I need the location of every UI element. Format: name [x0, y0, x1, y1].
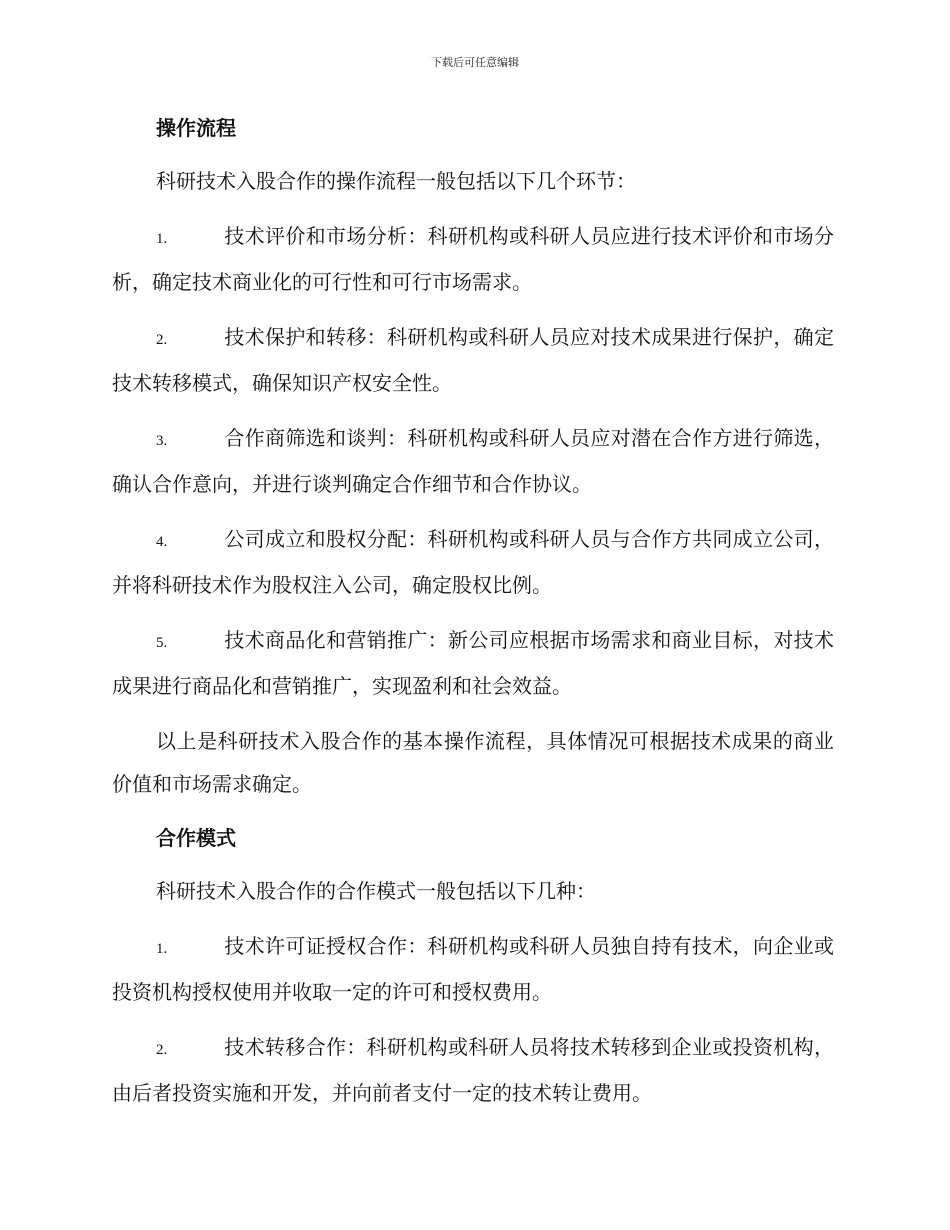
list-number: 4. — [156, 534, 168, 550]
page-header: 下载后可任意编辑 — [431, 56, 519, 69]
list-text: 公司成立和股权分配：科研机构或科研人员与合作方共同成立公司，并将科研技术作为股权注入公司，确定股权比例。 — [112, 527, 834, 597]
list-item — [112, 619, 834, 708]
list-number: 3. — [156, 433, 168, 449]
document-body — [112, 108, 834, 1127]
list-item — [112, 215, 834, 304]
list-item — [112, 316, 834, 405]
list-item — [112, 1026, 834, 1115]
list-number: 1. — [156, 231, 168, 247]
section-heading-modes: 合作模式 — [156, 826, 236, 850]
section-conclusion-process: 以上是科研技术入股合作的基本操作流程，具体情况可根据技术成果的商业价值和市场需求确定。 — [112, 729, 834, 796]
list-text: 技术评价和市场分析：科研机构或科研人员应进行技术评价和市场分析，确定技术商业化的可行性和可行市场需求。 — [112, 224, 834, 294]
list-item — [112, 518, 834, 607]
list-text: 合作商筛选和谈判：科研机构或科研人员应对潜在合作方进行筛选，确认合作意向，并进行谈判确定合作细节和合作协议。 — [112, 426, 834, 496]
section-heading-process: 操作流程 — [156, 116, 236, 140]
list-number: 5. — [156, 635, 168, 651]
list-number: 1. — [156, 941, 168, 957]
list-text: 技术转移合作：科研机构或科研人员将技术转移到企业或投资机构，由后者投资实施和开发，并向前者支付一定的技术转让费用。 — [112, 1035, 834, 1105]
section-intro-modes: 科研技术入股合作的合作模式一般包括以下几种： — [156, 879, 596, 903]
list-text: 技术许可证授权合作：科研机构或科研人员独自持有技术，向企业或投资机构授权使用并收取一定的许可和授权费用。 — [112, 934, 834, 1004]
list-number: 2. — [156, 332, 168, 348]
list-text: 技术保护和转移：科研机构或科研人员应对技术成果进行保护，确定技术转移模式，确保知识产权安全性。 — [112, 325, 834, 395]
list-item — [112, 417, 834, 506]
list-item — [112, 925, 834, 1014]
list-number: 2. — [156, 1042, 168, 1058]
section-intro-process: 科研技术入股合作的操作流程一般包括以下几个环节： — [156, 169, 636, 193]
list-text: 技术商品化和营销推广：新公司应根据市场需求和商业目标，对技术成果进行商品化和营销推广，实现盈利和社会效益。 — [112, 628, 834, 698]
